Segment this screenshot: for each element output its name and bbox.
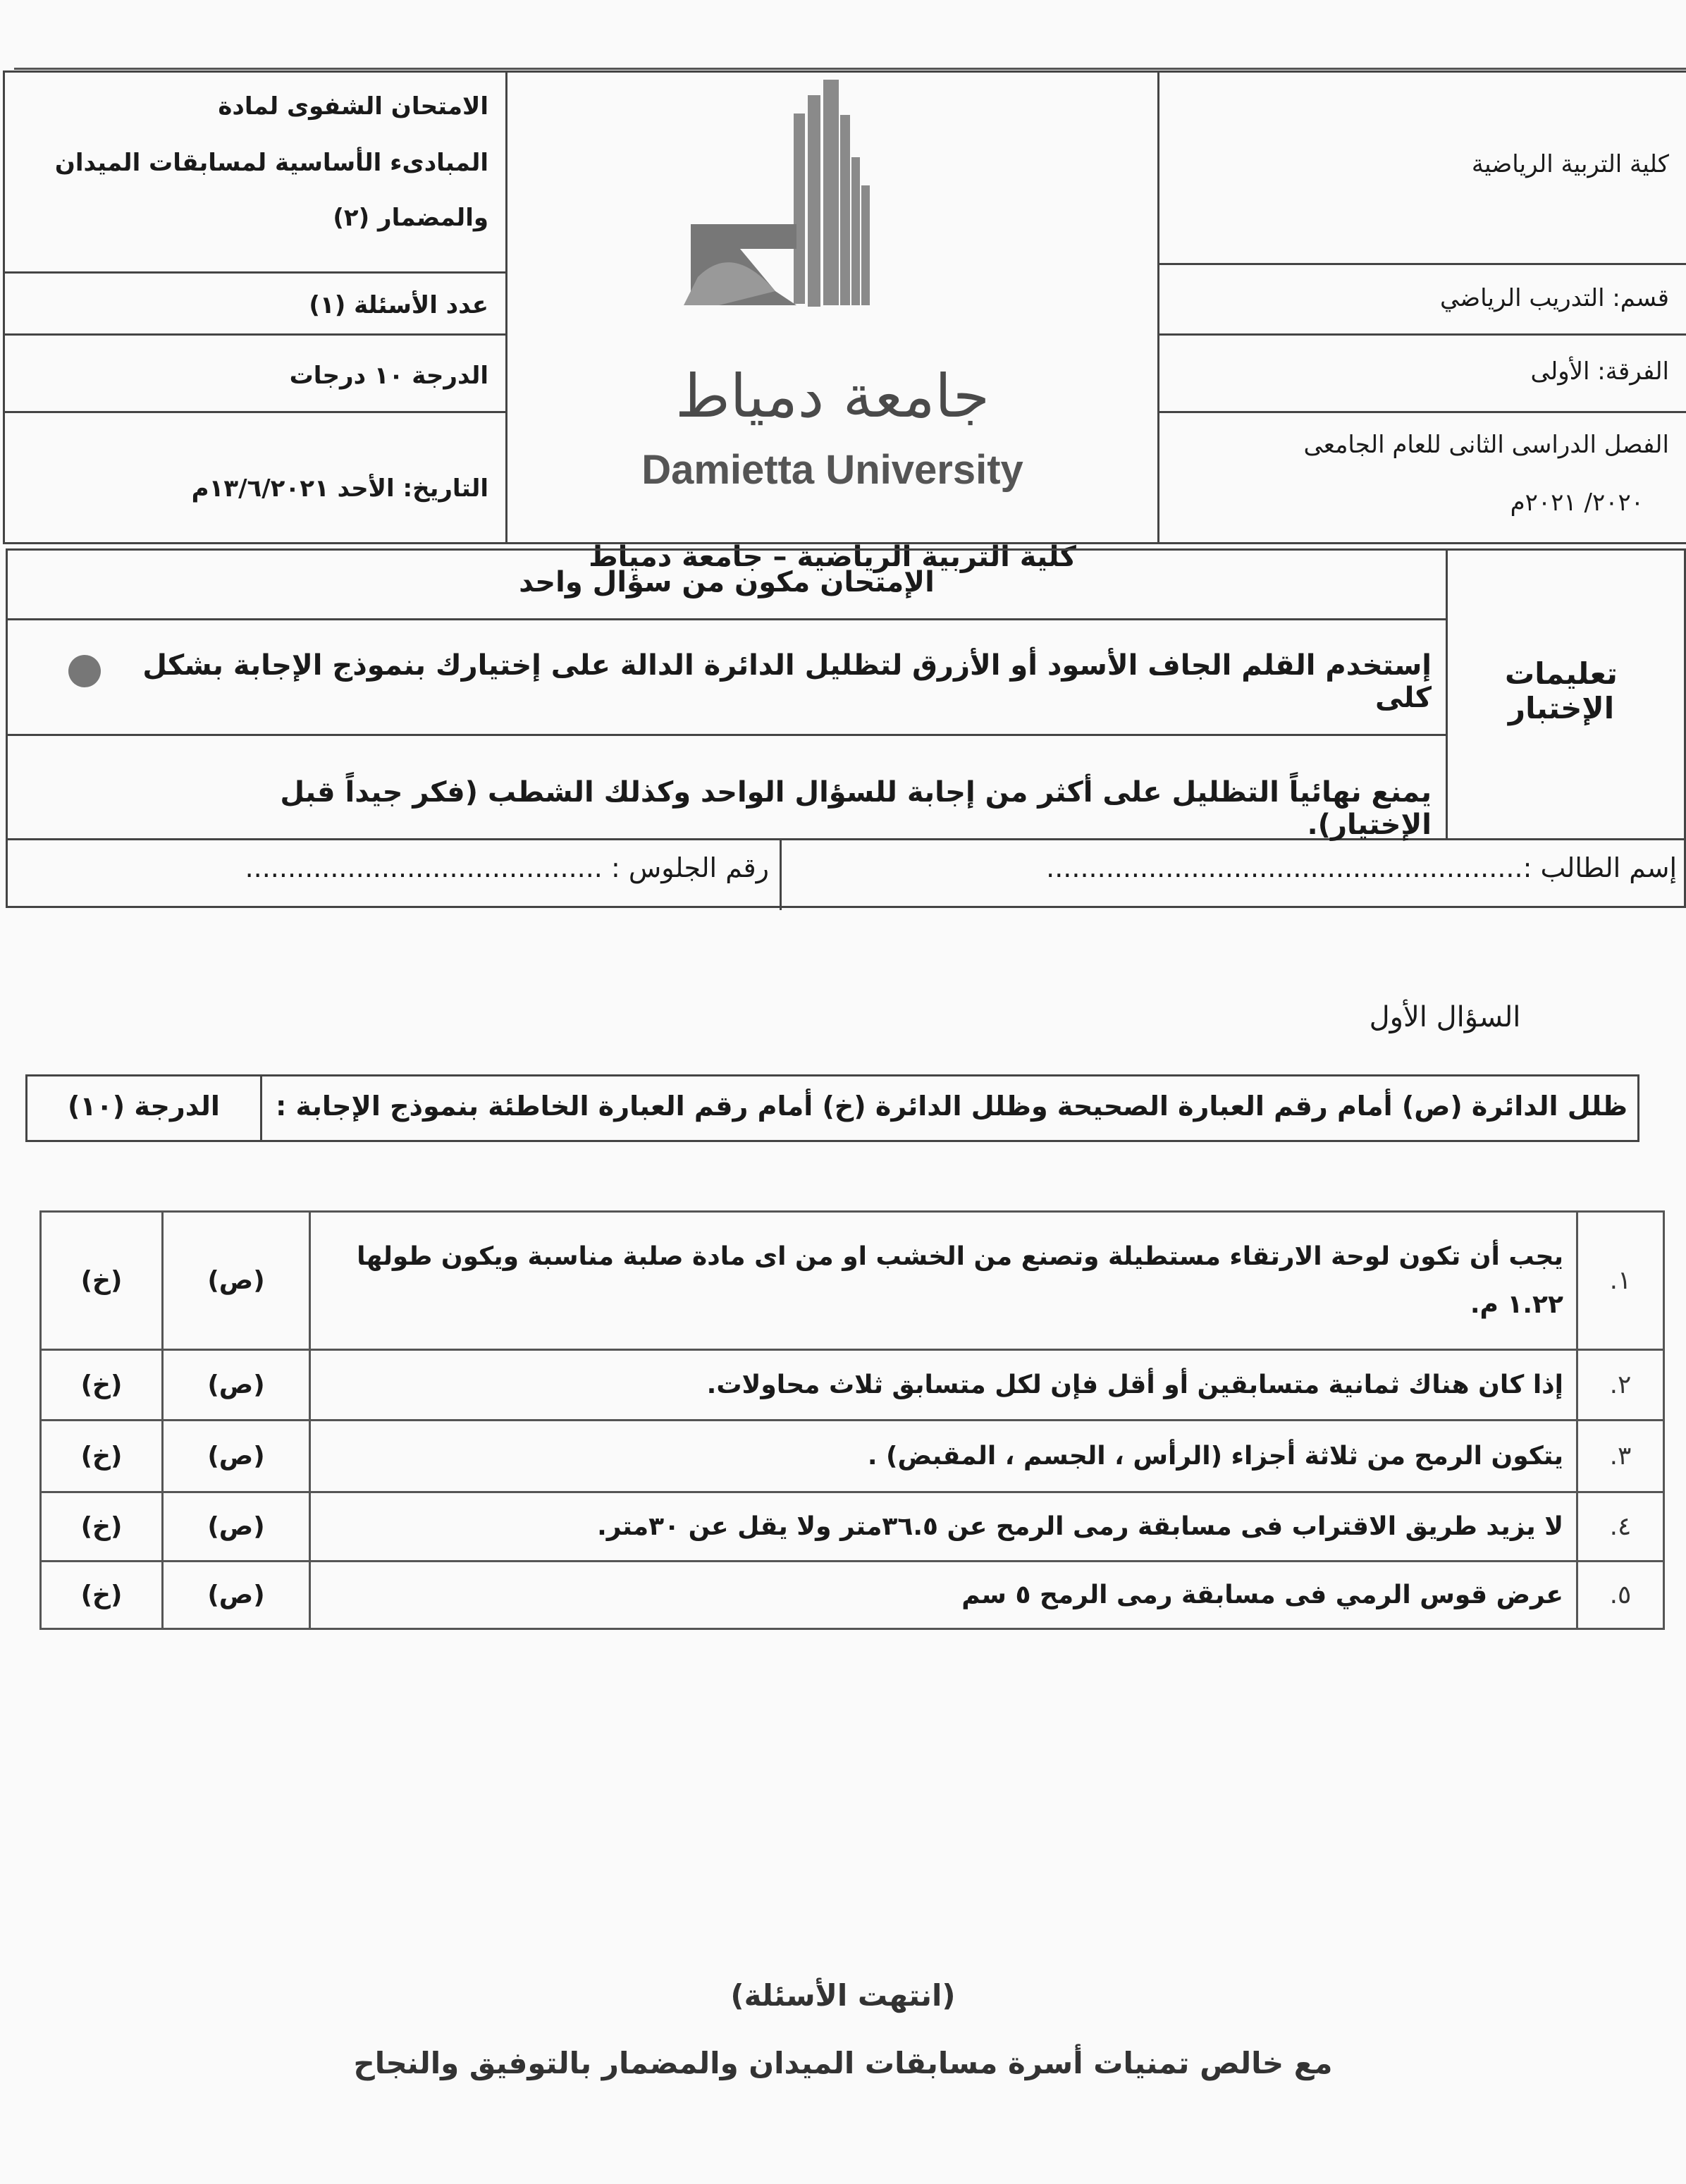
divider	[1446, 551, 1448, 838]
question-prompt: ظلل الدائرة (ص) أمام رقم العبارة الصحيحة وظلل الدائرة (خ) أمام رقم العبارة الخاطئة بنموذج الإجابة :	[276, 1091, 1627, 1122]
item-number: ٣.	[1577, 1421, 1664, 1492]
end-of-questions: (انتهت الأسئلة)	[730, 1978, 956, 2013]
page-top-rule	[14, 68, 1686, 70]
item-text: إذا كان هناك ثمانية متسابقين أو أقل فإن لكل متسابق ثلاث محاولات.	[310, 1350, 1577, 1421]
divider	[5, 271, 505, 274]
closing-wishes: مع خالص تمنيات أسرة مسابقات الميدان والمضمار بالتوفيق والنجاح	[353, 2046, 1333, 2080]
table-row	[41, 1421, 1664, 1492]
logo-english-text: Damietta University	[641, 447, 1023, 493]
table-row	[41, 1212, 1664, 1350]
total-grade: الدرجة ١٠ درجات	[289, 362, 488, 390]
logo-arabic-text: جامعة دمياط	[675, 362, 990, 431]
divider	[1159, 263, 1686, 265]
table-row	[41, 1492, 1664, 1562]
divider	[5, 411, 505, 413]
true-option[interactable]: (ص)	[163, 1492, 310, 1562]
seat-number-field[interactable]: رقم الجلوس : ..........................................	[245, 852, 769, 883]
item-number: ٤.	[1577, 1492, 1664, 1562]
table-row	[41, 1562, 1664, 1629]
false-option[interactable]: (خ)	[41, 1212, 163, 1350]
true-option[interactable]: (ص)	[163, 1562, 310, 1629]
true-option[interactable]: (ص)	[163, 1212, 310, 1350]
filled-circle-icon	[68, 655, 101, 687]
semester-line2: ٢٠٢٠/ ٢٠٢١م	[1510, 489, 1644, 517]
true-option[interactable]: (ص)	[163, 1421, 310, 1492]
exam-title-line2: المبادىء الأساسية لمسابقات الميدان	[54, 149, 488, 177]
college-name: كلية التربية الرياضية	[1471, 150, 1669, 178]
divider	[1159, 333, 1686, 336]
semester-line1: الفصل الدراسى الثانى للعام الجامعى	[1303, 431, 1669, 459]
instructions-label: تعليمات الإختبار	[1505, 656, 1618, 725]
question-title: السؤال الأول	[1369, 1001, 1521, 1033]
question-count: عدد الأسئلة (١)	[309, 291, 488, 319]
question-grade: الدرجة (١٠)	[68, 1091, 220, 1122]
divider	[260, 1076, 262, 1140]
question-prompt-box	[25, 1074, 1639, 1142]
student-name-field[interactable]: إسم الطالب :........................................................	[1046, 852, 1677, 883]
university-logo-icon	[634, 80, 1029, 376]
instruction-single-question: الإمتحان مكون من سؤال واحد	[519, 566, 935, 599]
divider	[1159, 411, 1686, 413]
university-logo-panel	[507, 70, 1159, 573]
instruction-pen: إستخدم القلم الجاف الأسود أو الأزرق لتظليل الدائرة الدالة على إختيارك بنموذج الإجابة بشكل كلى	[142, 649, 1432, 714]
exam-title-line1: الامتحان الشفوى لمادة	[218, 92, 488, 121]
item-number: ٢.	[1577, 1350, 1664, 1421]
item-text: لا يزيد طريق الاقتراب فى مسابقة رمى الرمح عن ٣٦.٥متر ولا يقل عن ٣٠متر.	[310, 1492, 1577, 1562]
false-option[interactable]: (خ)	[41, 1562, 163, 1629]
exam-info-panel	[3, 70, 507, 544]
department: قسم: التدريب الرياضي	[1439, 284, 1669, 312]
divider	[8, 618, 1446, 620]
item-text: يتكون الرمح من ثلاثة أجزاء (الرأس ، الجسم ، المقبض) .	[310, 1421, 1577, 1492]
year-level: الفرقة: الأولى	[1530, 357, 1669, 386]
false-option[interactable]: (خ)	[41, 1492, 163, 1562]
college-caption: كلية التربية الرياضية – جامعة دمياط	[589, 541, 1076, 573]
true-option[interactable]: (ص)	[163, 1350, 310, 1421]
divider	[5, 333, 505, 336]
table-row	[41, 1350, 1664, 1421]
item-text: يجب أن تكون لوحة الارتقاء مستطيلة وتصنع من الخشب او من اى مادة صلبة مناسبة ويكون طولها ١.٢٢ م.	[310, 1212, 1577, 1350]
exam-date: التاريخ: الأحد ١٣/٦/٢٠٢١م	[191, 474, 488, 503]
false-option[interactable]: (خ)	[41, 1421, 163, 1492]
exam-title-line3: والمضمار (٢)	[333, 204, 488, 232]
questions-table	[39, 1210, 1665, 1630]
instruction-no-multiple: يمنع نهائياً التظليل على أكثر من إجابة للسؤال الواحد وكذلك الشطب (فكر جيداً قبل الإختيار).	[280, 776, 1432, 841]
item-number: ١.	[1577, 1212, 1664, 1350]
divider	[8, 734, 1446, 736]
item-text: عرض قوس الرمي فى مسابقة رمى الرمح ٥ سم	[310, 1562, 1577, 1629]
false-option[interactable]: (خ)	[41, 1350, 163, 1421]
instructions-box	[6, 548, 1686, 908]
item-number: ٥.	[1577, 1562, 1664, 1629]
college-info-panel	[1159, 70, 1686, 544]
